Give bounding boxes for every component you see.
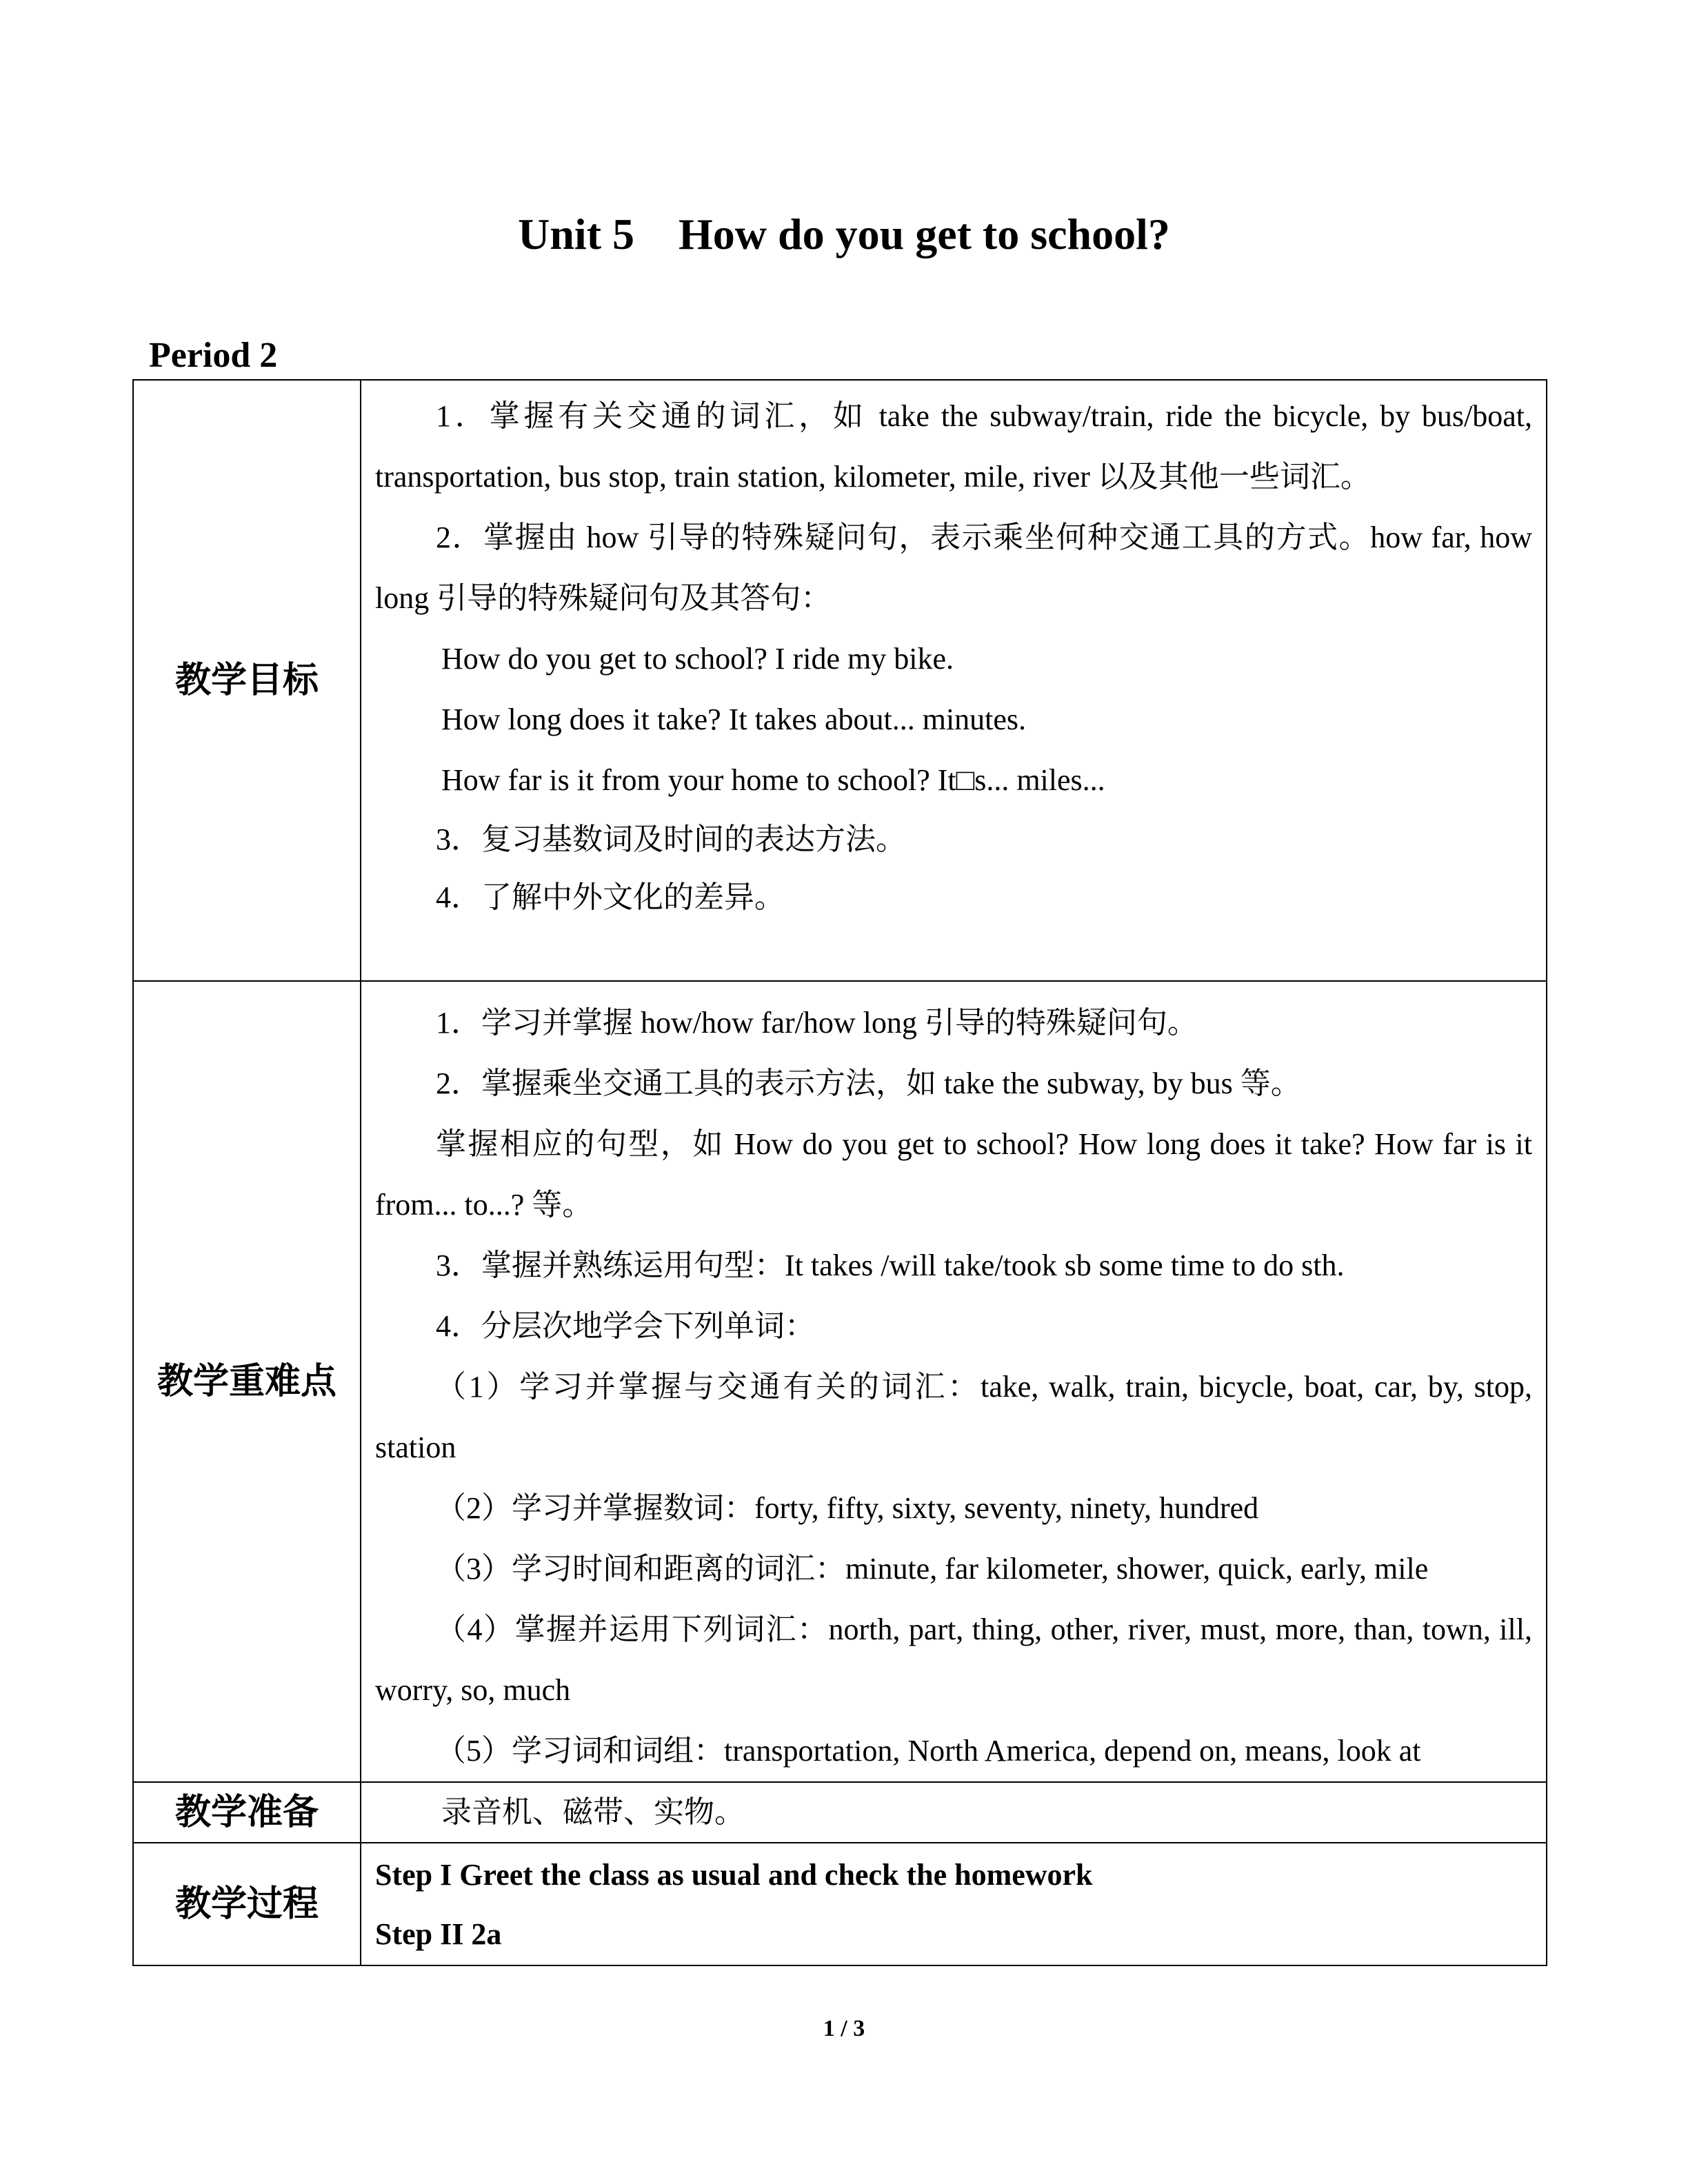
preparation-row — [133, 1782, 1547, 1843]
key-point-3: 3．掌握并熟练运用句型：It takes /will take/took sb some time to do sth. — [436, 1248, 1345, 1282]
key-point-1: 1．学习并掌握 how/how far/how long 引导的特殊疑问句。 — [436, 1006, 1198, 1040]
lesson-plan-table — [132, 379, 1547, 1966]
example-sentence-3: How far is it from your home to school? It□s... miles... — [441, 763, 1105, 797]
process-step-2: Step II 2a — [375, 1917, 502, 1951]
key-point-4: 4．分层次地学会下列单词： — [436, 1309, 815, 1343]
vocab-group-4: （4）掌握并运用下列词汇：north, part, thing, other, river, must, more, than, town, ill, worry, so, much — [375, 1612, 1532, 1707]
vocab-group-1: （1）学习并掌握与交通有关的词汇：take, walk, train, bicycle, boat, car, by, stop, station — [375, 1370, 1532, 1464]
objective-2: 2．掌握由 how 引导的特殊疑问句，表示乘坐何种交通工具的方式。how far, how long 引导的特殊疑问句及其答句： — [375, 520, 1532, 615]
preparation-label: 教学准备 — [133, 1782, 361, 1843]
example-sentence-1: How do you get to school? I ride my bike. — [441, 642, 954, 676]
vocab-group-5: （5）学习词和词组：transportation, North America, depend on, means, look at — [436, 1734, 1421, 1768]
process-row — [133, 1843, 1547, 1965]
process-label: 教学过程 — [133, 1843, 361, 1965]
objective-3: 3．复习基数词及时间的表达方法。 — [436, 822, 906, 856]
key-points-label: 教学重难点 — [133, 981, 361, 1782]
vocab-group-3: （3）学习时间和距离的词汇：minute, far kilometer, shower, quick, early, mile — [436, 1552, 1429, 1586]
process-step-1: Step I Greet the class as usual and check the homework — [375, 1858, 1093, 1892]
example-sentence-2: How long does it take? It takes about... minutes. — [441, 702, 1027, 736]
page-number: 1 / 3 — [823, 2016, 865, 2041]
key-point-2-patterns: 掌握相应的句型，如 How do you get to school? How long does it take? How far is it from... to...? 等。 — [375, 1127, 1532, 1222]
preparation-content — [361, 1782, 1547, 1843]
key-points-row — [133, 981, 1547, 1782]
vocab-group-2: （2）学习并掌握数词：forty, fifty, sixty, seventy, ninety, hundred — [436, 1491, 1259, 1525]
objectives-content — [361, 380, 1547, 981]
objective-1: 1．掌握有关交通的词汇，如 take the subway/train, ride the bicycle, by bus/boat, transportation, bus stop, train station, kilometer, mile, river 以及其他一些词汇。 — [375, 399, 1532, 494]
objectives-label: 教学目标 — [133, 380, 361, 981]
preparation-text: 录音机、磁带、实物。 — [441, 1795, 745, 1829]
objective-4: 4．了解中外文化的差异。 — [436, 880, 785, 914]
key-points-content — [361, 981, 1547, 1782]
period-heading: Period 2 — [149, 336, 278, 375]
document-title: Unit 5 How do you get to school? — [518, 210, 1170, 259]
objectives-row — [133, 380, 1547, 981]
key-point-2: 2．掌握乘坐交通工具的表示方法，如 take the subway, by bus 等。 — [436, 1066, 1301, 1100]
process-content — [361, 1843, 1547, 1965]
